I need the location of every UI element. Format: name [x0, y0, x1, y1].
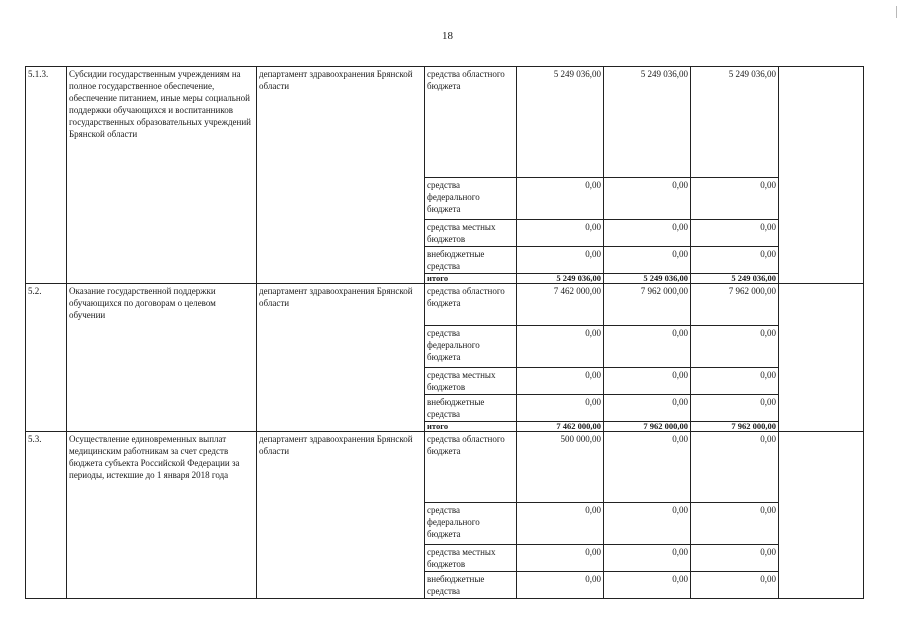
amount-1: 0,00 [517, 572, 604, 599]
empty-cell [779, 67, 864, 284]
funding-source: средства местных бюджетов [425, 220, 517, 247]
amount-3: 7 962 000,00 [691, 284, 779, 326]
amount-1: 0,00 [517, 368, 604, 395]
table-row [26, 432, 864, 503]
funding-source: средства областного бюджета [425, 284, 517, 326]
funding-source: средства федерального бюджета [425, 503, 517, 545]
amount-3: 0,00 [691, 220, 779, 247]
amount-3: 0,00 [691, 545, 779, 572]
funding-source: внебюджетные средства [425, 572, 517, 599]
amount-3: 0,00 [691, 247, 779, 274]
amount-1: 5 249 036,00 [517, 67, 604, 178]
section-executor: департамент здравоохранения Брянской области [257, 432, 425, 599]
amount-3: 0,00 [691, 178, 779, 220]
section-name: Субсидии государственным учреждениям на полное государственное обеспечение, обеспечение питанием, иные меры социальной поддержки обучающихся и воспитанников государственных образовательных учреждений Брянской области [67, 67, 257, 284]
funding-source: внебюджетные средства [425, 247, 517, 274]
amount-2: 0,00 [604, 178, 691, 220]
empty-cell [779, 432, 864, 599]
amount-2: 0,00 [604, 503, 691, 545]
funding-source: средства федерального бюджета [425, 326, 517, 368]
amount-1: 0,00 [517, 395, 604, 422]
amount-3: 0,00 [691, 432, 779, 503]
funding-source: внебюджетные средства [425, 395, 517, 422]
amount-2: 0,00 [604, 572, 691, 599]
funding-source: средства федерального бюджета [425, 178, 517, 220]
amount-1: 0,00 [517, 247, 604, 274]
amount-2: 0,00 [604, 432, 691, 503]
amount-2: 0,00 [604, 545, 691, 572]
funding-source: итого [425, 422, 517, 432]
amount-1: 0,00 [517, 545, 604, 572]
section-code: 5.3. [26, 432, 67, 599]
amount-1: 0,00 [517, 220, 604, 247]
amount-3: 5 249 036,00 [691, 67, 779, 178]
section-executor: департамент здравоохранения Брянской области [257, 67, 425, 284]
amount-2: 5 249 036,00 [604, 274, 691, 284]
amount-1: 500 000,00 [517, 432, 604, 503]
amount-1: 5 249 036,00 [517, 274, 604, 284]
amount-1: 7 462 000,00 [517, 422, 604, 432]
amount-1: 0,00 [517, 178, 604, 220]
funding-source: средства областного бюджета [425, 432, 517, 503]
funding-source: итого [425, 274, 517, 284]
amount-3: 0,00 [691, 326, 779, 368]
amount-3: 0,00 [691, 368, 779, 395]
page-number: 18 [442, 30, 453, 42]
table-row [26, 67, 864, 178]
amount-2: 5 249 036,00 [604, 67, 691, 178]
section-code: 5.1.3. [26, 67, 67, 284]
funding-source: средства местных бюджетов [425, 368, 517, 395]
amount-3: 5 249 036,00 [691, 274, 779, 284]
funding-source: средства местных бюджетов [425, 545, 517, 572]
amount-3: 0,00 [691, 503, 779, 545]
section-code: 5.2. [26, 284, 67, 432]
amount-2: 7 962 000,00 [604, 422, 691, 432]
budget-table [25, 66, 864, 599]
amount-2: 0,00 [604, 247, 691, 274]
amount-2: 0,00 [604, 326, 691, 368]
amount-2: 0,00 [604, 220, 691, 247]
table-row [26, 284, 864, 326]
funding-source: средства областного бюджета [425, 67, 517, 178]
section-executor: департамент здравоохранения Брянской области [257, 284, 425, 432]
amount-2: 0,00 [604, 368, 691, 395]
section-name: Оказание государственной поддержки обучающихся по договорам о целевом обучении [67, 284, 257, 432]
amount-2: 0,00 [604, 395, 691, 422]
empty-cell [779, 284, 864, 432]
amount-2: 7 962 000,00 [604, 284, 691, 326]
amount-1: 7 462 000,00 [517, 284, 604, 326]
section-name: Осуществление единовременных выплат медицинским работникам за счет средств бюджета субъекта Российской Федерации за периоды, истекшие до 1 января 2018 года [67, 432, 257, 599]
amount-3: 0,00 [691, 395, 779, 422]
amount-1: 0,00 [517, 503, 604, 545]
edge-mark [896, 6, 897, 18]
amount-1: 0,00 [517, 326, 604, 368]
amount-3: 7 962 000,00 [691, 422, 779, 432]
amount-3: 0,00 [691, 572, 779, 599]
